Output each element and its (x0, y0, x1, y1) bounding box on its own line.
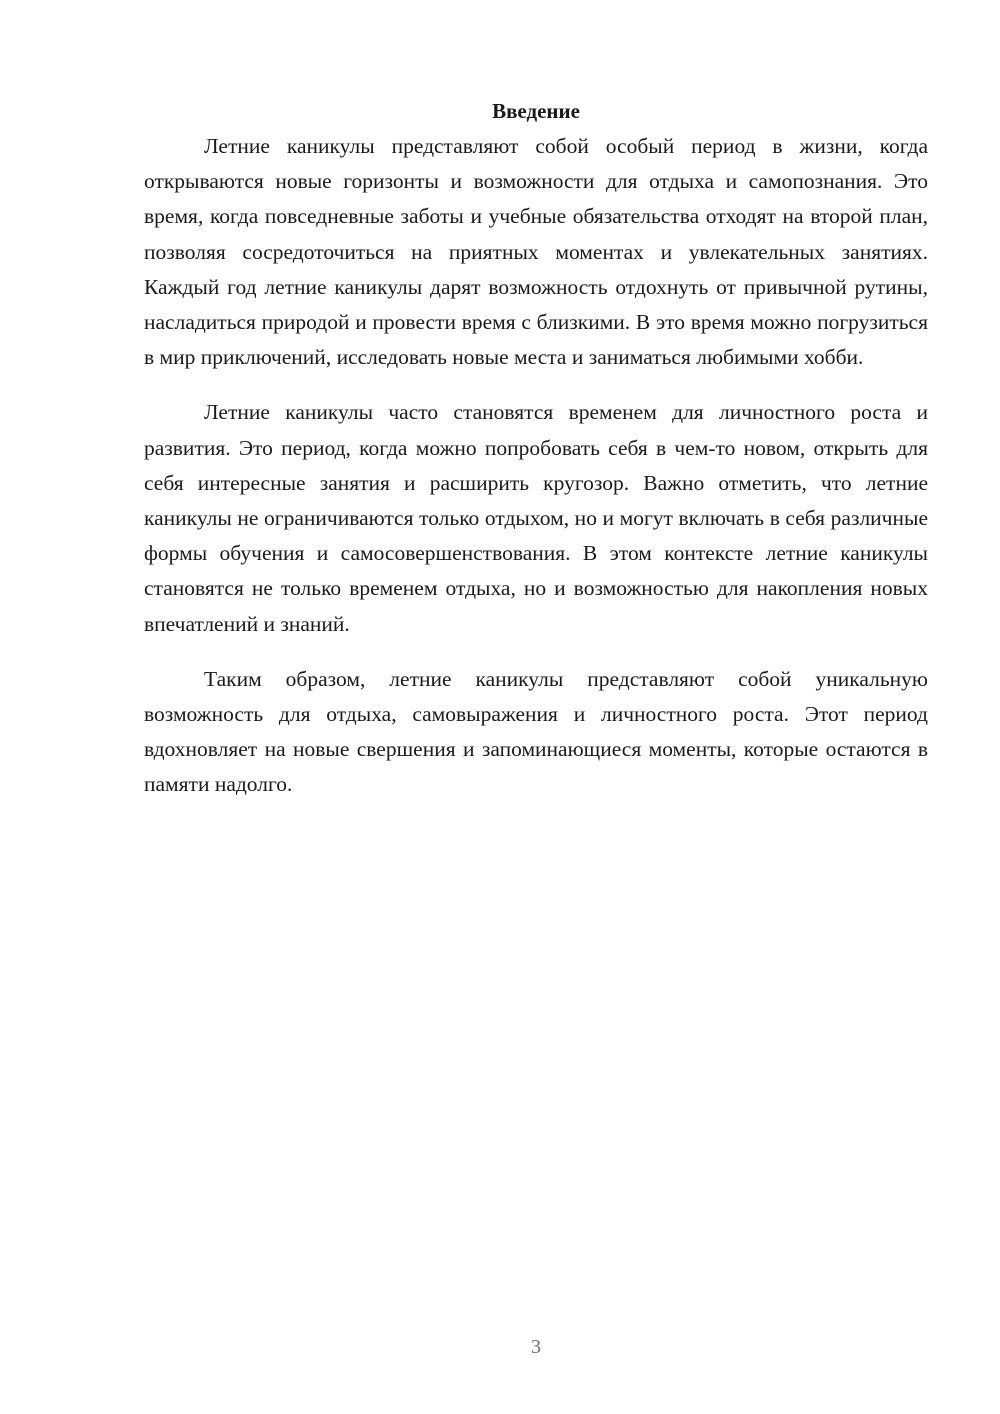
section-heading: Введение (492, 99, 580, 123)
paragraph-2: Летние каникулы часто становятся временем для личностного роста и развития. Это период, когда можно попробовать себя в чем-то новом, открыть для себя интересные занятия и расширить кругозор. Важно отметить, что летние каникулы не ограничиваются только отдыхом, но и могут включать в себя различные формы обучения и самосовершенствования. В этом контексте летние каникулы становятся не только временем отдыха, но и возможностью для накопления новых впечатлений и знаний. (144, 400, 928, 636)
page-content (144, 94, 928, 803)
page-number: 3 (531, 1336, 541, 1358)
paragraph-3: Таким образом, летние каникулы представляют собой уникальную возможность для отдыха, самовыражения и личностного роста. Этот период вдохновляет на новые свершения и запоминающиеся моменты, которые остаются в памяти надолго. (144, 666, 928, 797)
paragraph-1: Летние каникулы представляют собой особый период в жизни, когда открываются новые горизонты и возможности для отдыха и самопознания. Это время, когда повседневные заботы и учебные обязательства отходят на второй план, позволяя сосредоточиться на приятных моментах и увлекательных занятиях. Каждый год летние каникулы дарят возможность отдохнуть от привычной рутины, насладиться природой и провести время с близкими. В это время можно погрузиться в мир приключений, исследовать новые места и заниматься любимыми хобби. (144, 134, 928, 370)
